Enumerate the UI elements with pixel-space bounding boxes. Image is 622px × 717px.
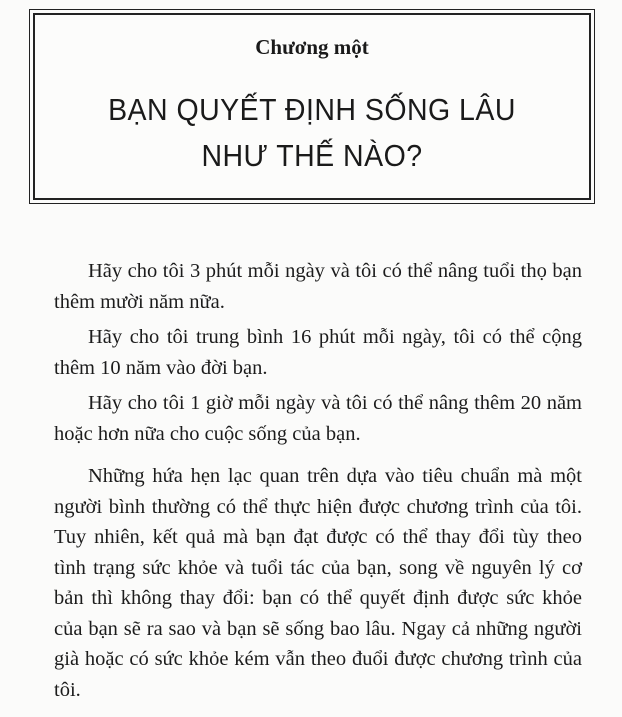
paragraph-2: Hãy cho tôi trung bình 16 phút mỗi ngày, tôi có thể cộng thêm 10 năm vào đời bạn.: [54, 326, 582, 379]
paragraph-4: Những hứa hẹn lạc quan trên dựa vào tiêu chuẩn mà một người bình thường có thể thực hiện được chương trình của tôi. Tuy nhiên, kết quả mà bạn đạt được có thể thay đổi tùy theo tình trạng sức khỏe và tuổi tác của bạn, song về nguyên lý cơ bản thì không thay đổi: bạn có thể quyết định được sức khỏe của bạn sẽ ra sao và bạn sẽ sống bao lâu. Ngay cả những người già hoặc có sức khỏe kém vẫn theo đuổi được chương trình của tôi.: [54, 465, 582, 701]
chapter-label: Chương một: [255, 35, 369, 59]
paragraph-1: Hãy cho tôi 3 phút mỗi ngày và tôi có thể nâng tuổi thọ bạn thêm mười năm nữa.: [54, 260, 582, 313]
chapter-title-line-2: NHƯ THẾ NÀO?: [201, 138, 423, 173]
chapter-header-box: [33, 13, 591, 200]
paragraph-3: Hãy cho tôi 1 giờ mỗi ngày và tôi có thể nâng thêm 20 năm hoặc hơn nữa cho cuộc sống của bạn.: [54, 392, 582, 445]
body-text: [54, 256, 582, 705]
chapter-title: [57, 87, 567, 179]
chapter-title-line-1: BẠN QUYẾT ĐỊNH SỐNG LÂU: [108, 92, 516, 127]
